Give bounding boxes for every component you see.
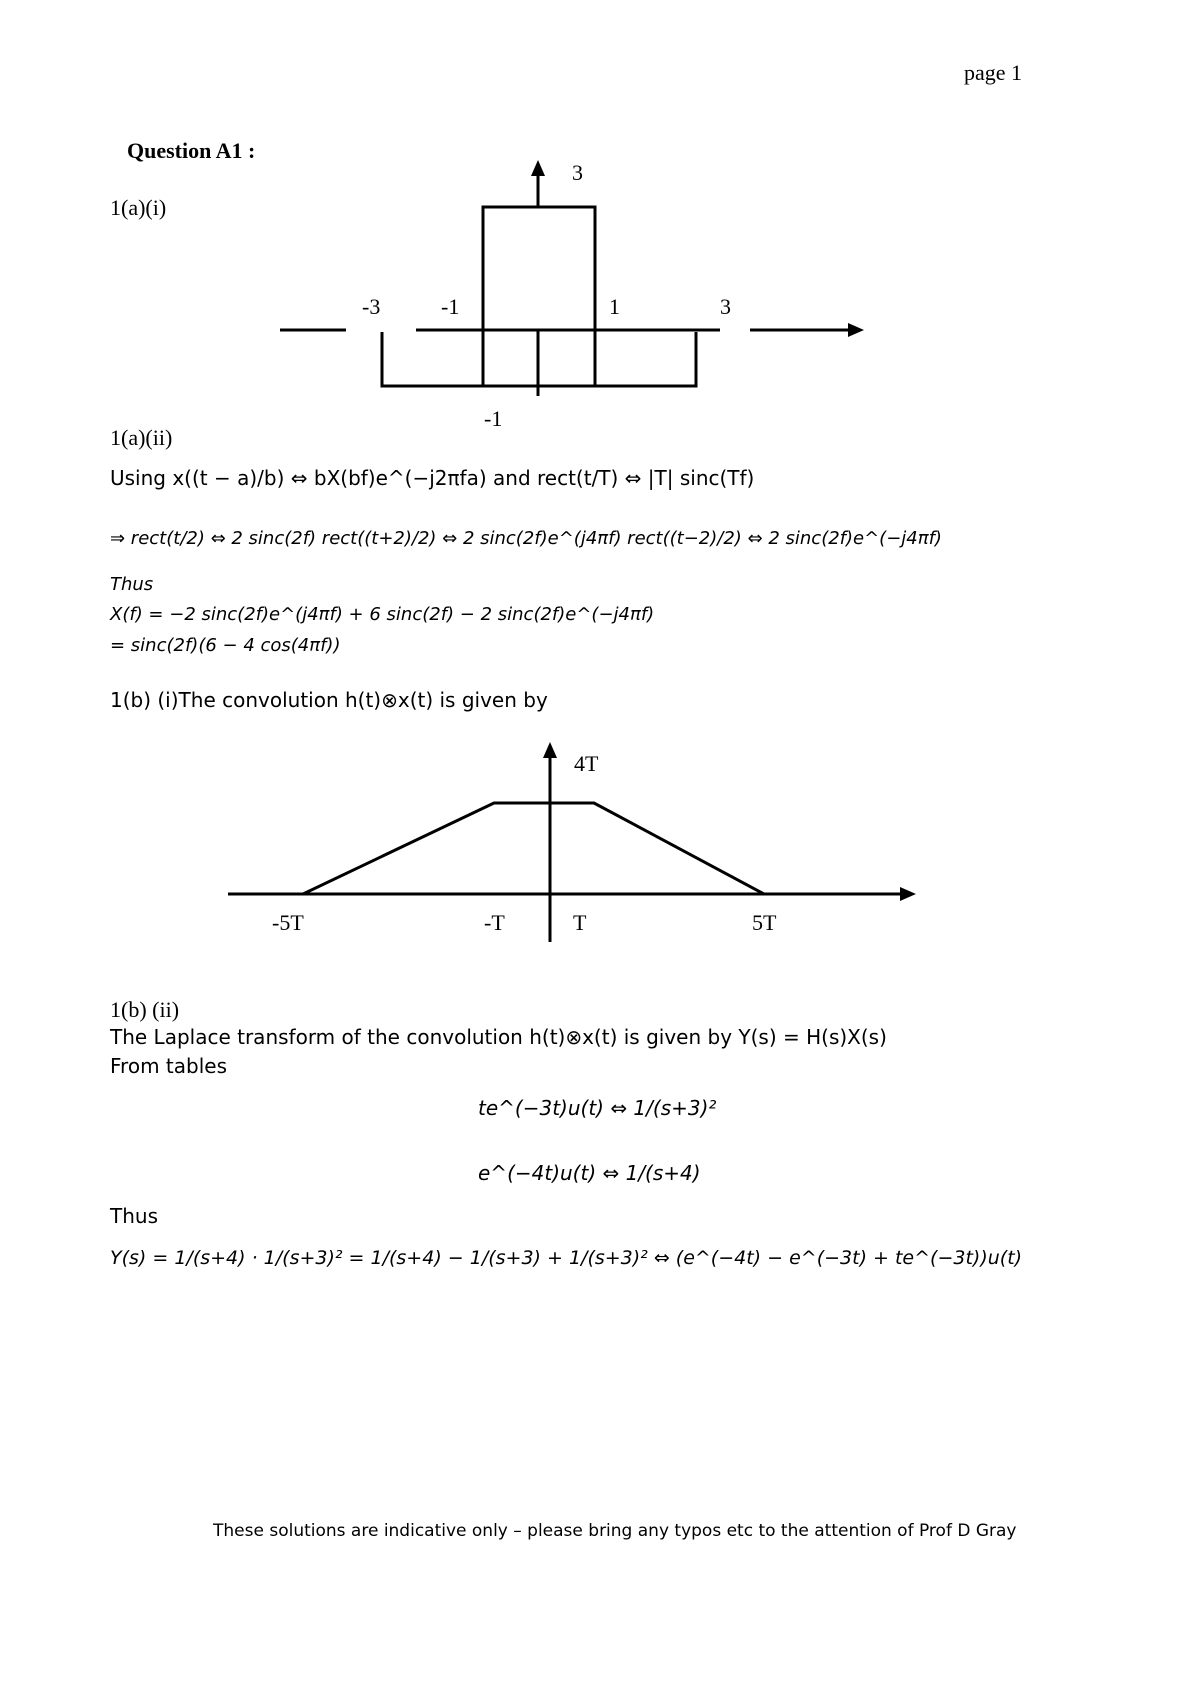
xf-equation: X(f) = −2 sinc(2f)e^(j4πf) + 6 sinc(2f) − 2 sinc(2f)e^(−j4πf) [110,604,655,625]
from-tables-label: From tables [110,1054,227,1078]
tick-label-neg1: -1 [441,294,460,319]
x-axis-arrowhead [900,887,916,901]
negative-pulse [382,332,696,386]
tick-label-negt: -T [484,910,505,935]
positive-pulse [483,207,595,386]
trapezoid-curve [303,803,764,894]
transform-pair-1: te^(−3t)u(t) ⇔ 1/(s+3)² [478,1096,717,1120]
y-axis-arrowhead [543,742,557,758]
tick-label-neg3: -3 [362,294,381,319]
footer-note: These solutions are indicative only – please bring any typos etc to the attention of Prof D Gray [213,1521,1017,1541]
peak-label: 4T [574,751,599,776]
tick-label-5t: 5T [752,910,777,935]
transform-pair-2: e^(−4t)u(t) ⇔ 1/(s+4) [478,1161,701,1185]
section-b-i-text: 1(b) (i)The convolution h(t)⊗x(t) is given by [110,688,548,712]
tick-label-1: 1 [609,294,620,319]
page-number: page 1 [964,60,1023,85]
using-equation: Using x((t − a)/b) ⇔ bX(bf)e^(−j2πfa) and rect(t/T) ⇔ |T| sinc(Tf) [110,466,755,490]
thus-label-b: Thus [110,1204,158,1228]
axis-arrowhead [848,323,864,337]
tick-label-t: T [573,910,587,935]
laplace-line: The Laplace transform of the convolution h(t)⊗x(t) is given by Y(s) = H(s)X(s) [110,1025,887,1049]
impulse-arrowhead [531,160,545,176]
tick-label-neg5t: -5T [272,910,304,935]
thus-label-a: Thus [110,574,154,595]
section-label-b-ii: 1(b) (ii) [110,997,180,1022]
tick-label-3: 3 [720,294,731,319]
section-label-a-i: 1(a)(i) [110,195,167,220]
neg-level-label: -1 [484,406,503,431]
section-label-a-ii: 1(a)(ii) [110,425,173,450]
rect-transforms: ⇒ rect(t/2) ⇔ 2 sinc(2f) rect((t+2)/2) ⇔ 2 sinc(2f)e^(j4πf) rect((t−2)/2) ⇔ 2 sinc(2f)e^(−j4πf) [110,528,942,549]
question-heading: Question A1 : [127,138,256,163]
impulse-label: 3 [572,160,583,185]
ys-equation: Y(s) = 1/(s+4) · 1/(s+3)² = 1/(s+4) − 1/(s+3) + 1/(s+3)² ⇔ (e^(−4t) − e^(−3t) + te^(−3t))u(t) [110,1247,1023,1269]
xf-result: = sinc(2f)(6 − 4 cos(4πf)) [110,635,341,656]
